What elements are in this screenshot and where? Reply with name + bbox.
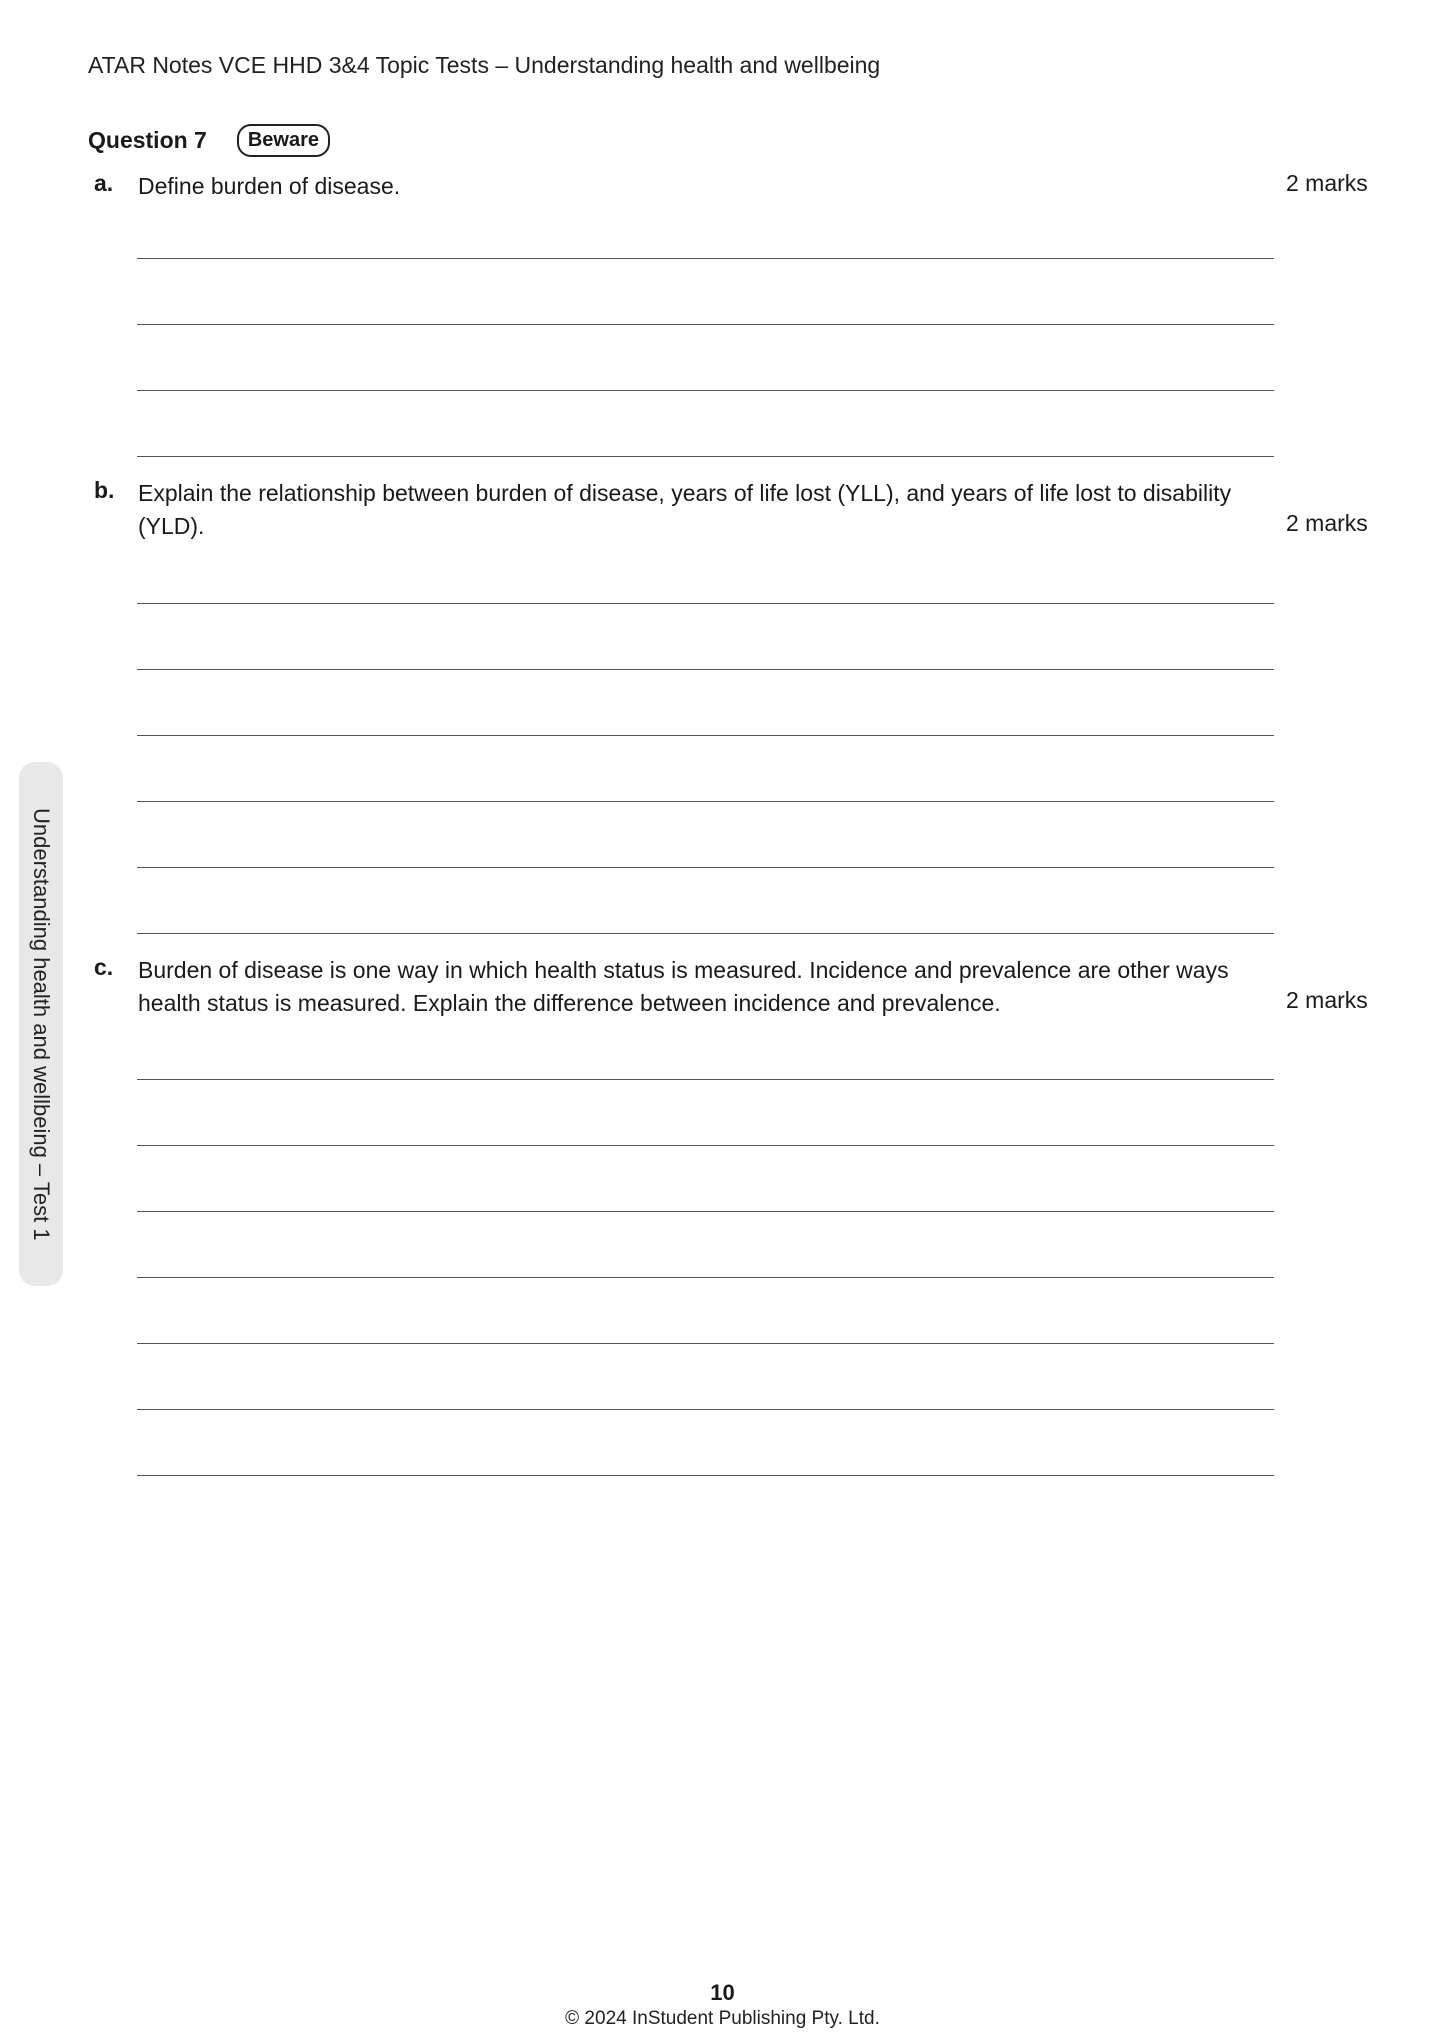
part-text: Explain the relationship between burden of disease, years of life lost (YLL), and years of life lost to disability (YLD). — [138, 480, 1232, 539]
part-letter: b. — [94, 477, 115, 503]
running-header: ATAR Notes VCE HHD 3&4 Topic Tests – Understanding health and wellbeing — [88, 52, 881, 78]
answer-line[interactable] — [137, 1211, 1274, 1212]
answer-line[interactable] — [137, 1475, 1274, 1476]
side-tab-label: Understanding health and wellbeing – Test 1 — [29, 807, 54, 1241]
marks-label: 2 marks — [1286, 510, 1368, 536]
answer-line[interactable] — [137, 456, 1274, 457]
answer-line[interactable] — [137, 390, 1274, 391]
part-text: Define burden of disease. — [138, 173, 401, 199]
answer-line[interactable] — [137, 1343, 1274, 1344]
answer-line[interactable] — [137, 1277, 1274, 1278]
copyright-notice: © 2024 InStudent Publishing Pty. Ltd. — [565, 2008, 880, 2029]
answer-line[interactable] — [137, 1409, 1274, 1410]
answer-line[interactable] — [137, 1145, 1274, 1146]
part-text: Burden of disease is one way in which health status is measured. Incidence and prevalence are other ways health status is measured. Explain the difference between incidence and prevalence. — [138, 957, 1229, 1016]
answer-line[interactable] — [137, 933, 1274, 934]
page-number: 10 — [710, 1980, 735, 2005]
answer-line[interactable] — [137, 867, 1274, 868]
marks-label: 2 marks — [1286, 170, 1368, 196]
answer-line[interactable] — [137, 258, 1274, 259]
question-heading — [88, 124, 330, 157]
marks-label: 2 marks — [1286, 987, 1368, 1013]
answer-line[interactable] — [137, 735, 1274, 736]
answer-line[interactable] — [137, 324, 1274, 325]
answer-line[interactable] — [137, 669, 1274, 670]
beware-badge: Beware — [237, 124, 330, 157]
part-letter: a. — [94, 170, 114, 196]
answer-line[interactable] — [137, 801, 1274, 802]
answer-line[interactable] — [137, 603, 1274, 604]
question-title: Question 7 — [88, 127, 207, 153]
answer-line[interactable] — [137, 1079, 1274, 1080]
part-letter: c. — [94, 954, 114, 980]
